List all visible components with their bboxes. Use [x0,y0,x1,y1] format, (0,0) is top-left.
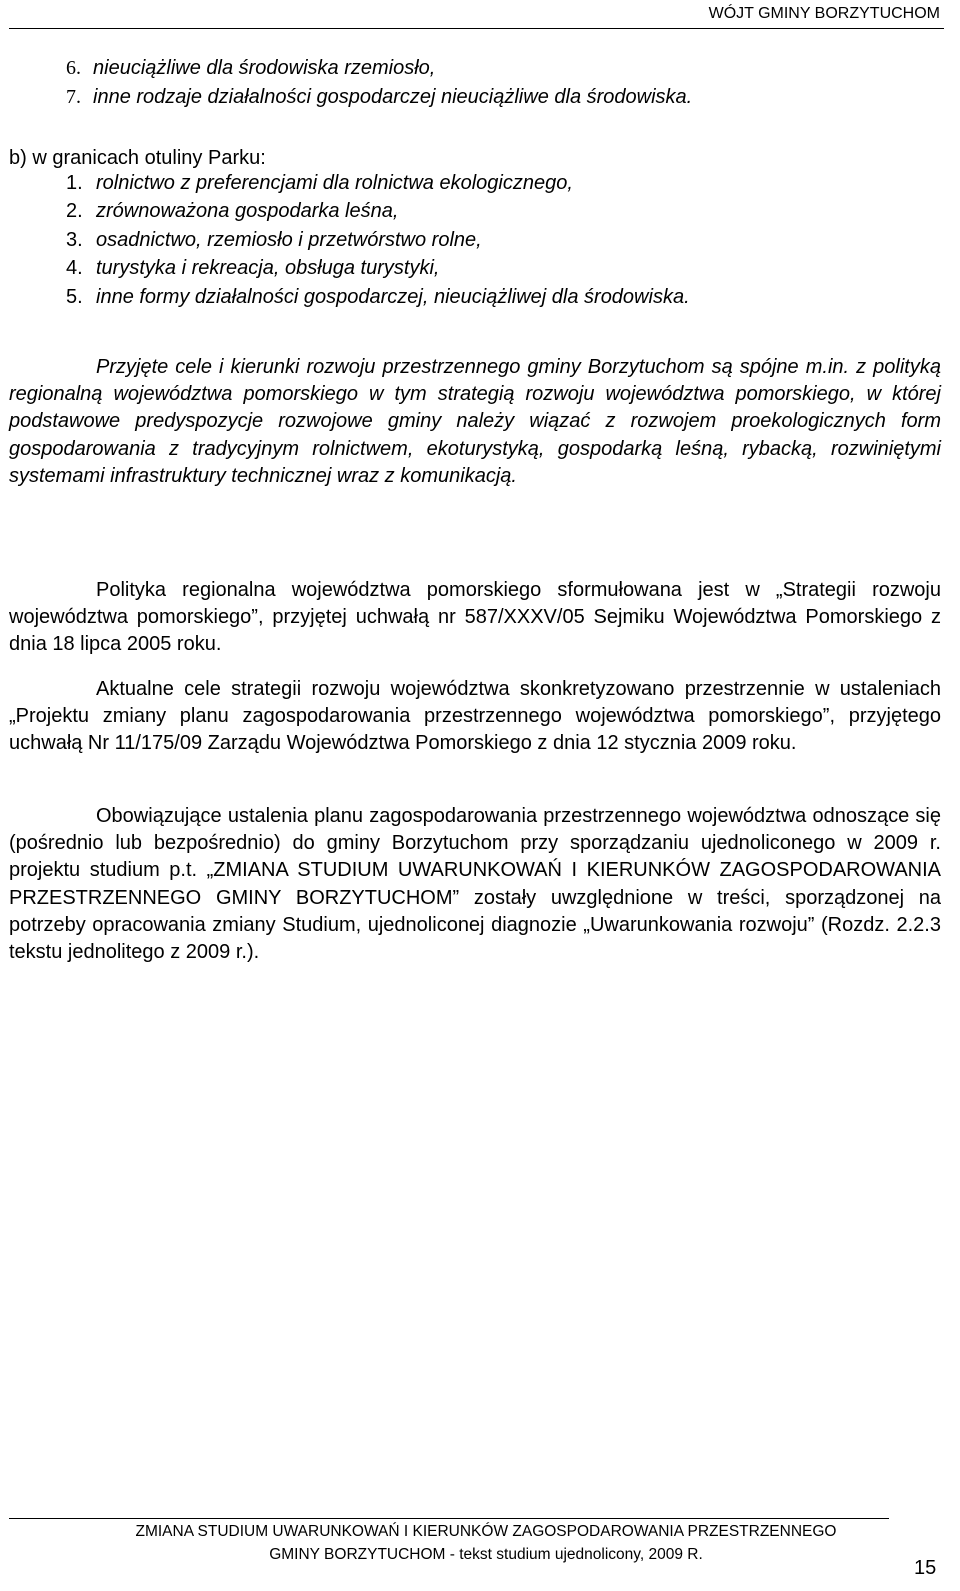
paragraph-strategy-consistency [9,354,941,490]
paragraph-binding-provisions [9,803,941,966]
list-item-number: 6. [66,57,81,79]
list-item [66,57,435,80]
footer-divider [9,1518,889,1519]
list-item [66,257,439,280]
header-title: WÓJT GMINY BORZYTUCHOM [708,5,940,22]
list-item-number: 5. [66,286,83,308]
list-item-text: zrównoważona gospodarka leśna, [96,200,399,222]
list-item [66,172,573,195]
paragraph-text: Obowiązujące ustalenia planu zagospodarowania przestrzennego województwa odnoszące się (pośrednio lub bezpośrednio) do gminy Borzytuchom przy sporządzaniu ujednoliconego w 2009 r. projektu studium p.t. „ZMIANA STUDIUM UWARUNKOWAŃ I KIERUNKÓW ZAGOSPODAROWANIA PRZESTRZENNEGO GMINY BORZYTUCHOM” zostały uwzględnione w treści, sporządzonej na potrzeby opracowania zmiany Studium, ujednoliconej diagnozie „Uwarunkowania rozwoju” (Rozdz. 2.2.3 tekstu jednolitego z 2009 r.). [9,805,941,964]
list-item-text: nieuciążliwe dla środowiska rzemiosło, [93,57,436,79]
paragraph-text: Przyjęte cele i kierunki rozwoju przestrzennego gminy Borzytuchom są spójne m.in. z polityką regionalną województwa pomorskiego w tym strategią rozwoju województwa pomorskiego, w której podstawowe predyspozycje rozwojowe gminy należy wiązać z rozwojem proekologicznych form gospodarowania z tradycyjnym rolnictwem, ekoturystyką, gospodarką leśną, rybacką, rozwiniętymi systemami infrastruktury technicznej wraz z komunikacją. [9,356,941,487]
list-item-text: rolnictwo z preferencjami dla rolnictwa ekologicznego, [96,172,573,194]
list-item [66,229,482,252]
list-item-text: inne formy działalności gospodarczej, nieuciążliwej dla środowiska. [96,286,690,308]
paragraph-current-goals [9,676,941,758]
list-item [66,200,398,223]
paragraph-regional-policy [9,577,941,659]
paragraph-text: Polityka regionalna województwa pomorskiego sformułowana jest w „Strategii rozwoju województwa pomorskiego”, przyjętej uchwałą nr 587/XXXV/05 Sejmiku Województwa Pomorskiego z dnia 18 lipca 2005 roku. [9,579,941,656]
list-item [66,286,690,309]
section-b-heading: b) w granicach otuliny Parku: [9,147,266,169]
list-item-number: 7. [66,86,81,108]
list-item-text: inne rodzaje działalności gospodarczej nieuciążliwe dla środowiska. [93,86,693,108]
list-item-number: 2. [66,200,83,222]
list-item [66,86,692,109]
list-item-text: turystyka i rekreacja, obsługa turystyki, [96,257,440,279]
running-header [9,0,944,29]
page-number: 15 [914,1557,937,1579]
list-item-number: 3. [66,229,83,251]
list-item-number: 4. [66,257,83,279]
list-item-text: osadnictwo, rzemiosło i przetwórstwo rolne, [96,229,482,251]
footer-line-1: ZMIANA STUDIUM UWARUNKOWAŃ I KIERUNKÓW ZAGOSPODAROWANIA PRZESTRZENNEGO [135,1523,837,1540]
footer-line-2: GMINY BORZYTUCHOM - tekst studium ujednolicony, 2009 R. [269,1546,703,1563]
list-item-number: 1. [66,172,83,194]
paragraph-text: Aktualne cele strategii rozwoju województwa skonkretyzowano przestrzennie w ustaleniach „Projektu zmiany planu zagospodarowania przestrzennego województwa pomorskiego”, przyjętego uchwałą Nr 11/175/09 Zarządu Województwa Pomorskiego z dnia 12 stycznia 2009 roku. [9,678,941,755]
